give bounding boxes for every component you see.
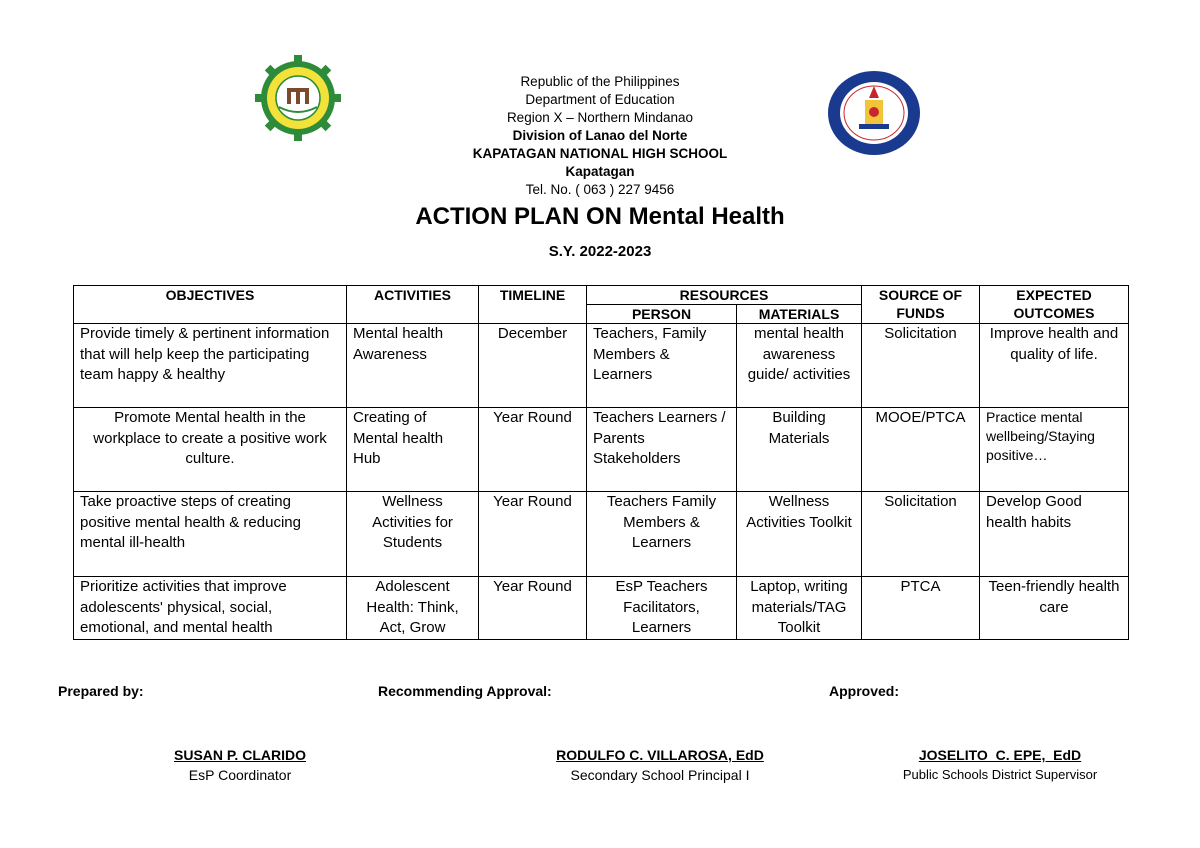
table-row: [74, 492, 1129, 577]
cell-timeline: December: [479, 324, 587, 408]
cell-activity: Mental health Awareness: [347, 324, 479, 408]
cell-person: Teachers Learners / Parents Stakeholders: [587, 408, 737, 492]
approved-name: JOSELITO C. EPE, EdD: [918, 747, 1082, 763]
cell-person: Teachers, Family Members & Learners: [587, 324, 737, 408]
cell-source: PTCA: [862, 577, 980, 640]
header-division: Division of Lanao del Norte: [512, 128, 688, 143]
school-year: S.Y. 2022-2023: [548, 243, 652, 260]
letterhead: [400, 73, 800, 199]
recommending-signatory: [500, 745, 820, 785]
recommending-approval-label: Recommending Approval:: [378, 683, 552, 699]
cell-source: Solicitation: [862, 324, 980, 408]
recommending-title: Secondary School Principal I: [570, 767, 750, 783]
header-resources: RESOURCES: [587, 286, 862, 305]
cell-objective: Provide timely & pertinent information that will help keep the participating team happy & healthy: [74, 324, 347, 408]
cell-timeline: Year Round: [479, 408, 587, 492]
prepared-by-label: Prepared by:: [58, 683, 144, 699]
cell-timeline: Year Round: [479, 577, 587, 640]
cell-objective: Take proactive steps of creating positive mental health & reducing mental ill-health: [74, 492, 347, 577]
cell-source: Solicitation: [862, 492, 980, 577]
header-school: KAPATAGAN NATIONAL HIGH SCHOOL: [472, 146, 728, 161]
prepared-signatory: [110, 745, 370, 785]
cell-activity: Adolescent Health: Think, Act, Grow: [347, 577, 479, 640]
approved-signatory: [880, 745, 1120, 785]
cell-objective: Prioritize activities that improve adolescents' physical, social, emotional, and mental health: [74, 577, 347, 640]
cell-outcome: Develop Good health habits: [980, 492, 1129, 577]
header-region: Region X – Northern Mindanao: [506, 110, 694, 125]
cell-outcome: Improve health and quality of life.: [980, 324, 1129, 408]
cell-person: EsP Teachers Facilitators, Learners: [587, 577, 737, 640]
header-activities: ACTIVITIES: [347, 286, 479, 324]
school-seal-logo: [255, 55, 341, 141]
header-timeline: TIMELINE: [479, 286, 587, 324]
table-row: [74, 577, 1129, 640]
header-department: Department of Education: [525, 92, 675, 107]
header-republic: Republic of the Philippines: [520, 74, 680, 89]
cell-materials: Laptop, writing materials/TAG Toolkit: [737, 577, 862, 640]
table-row: [74, 324, 1129, 408]
header-materials: MATERIALS: [737, 305, 862, 324]
cell-materials: Wellness Activities Toolkit: [737, 492, 862, 577]
cell-activity: Creating of Mental health Hub: [347, 408, 479, 492]
prepared-name: SUSAN P. CLARIDO: [174, 747, 306, 763]
cell-materials: Building Materials: [737, 408, 862, 492]
cell-activity: Wellness Activities for Students: [347, 492, 479, 577]
recommending-name: RODULFO C. VILLAROSA, EdD: [556, 747, 764, 763]
cell-timeline: Year Round: [479, 492, 587, 577]
header-source-of-funds: SOURCE OF FUNDS: [862, 286, 980, 324]
header-expected-outcomes: EXPECTED OUTCOMES: [980, 286, 1129, 324]
action-plan-table: [73, 285, 1129, 640]
cell-outcome: Practice mental wellbeing/Staying positive…: [980, 408, 1129, 492]
approved-title: Public Schools District Supervisor: [902, 767, 1098, 782]
header-town: Kapatagan: [565, 164, 635, 179]
cell-objective: Promote Mental health in the workplace to create a positive work culture.: [74, 408, 347, 492]
cell-materials: mental health awareness guide/ activities: [737, 324, 862, 408]
document-title: ACTION PLAN ON Mental Health: [415, 203, 785, 230]
approved-label: Approved:: [829, 683, 899, 699]
prepared-title: EsP Coordinator: [188, 767, 292, 783]
cell-source: MOOE/PTCA: [862, 408, 980, 492]
table-row: [74, 408, 1129, 492]
header-tel: Tel. No. ( 063 ) 227 9456: [525, 182, 675, 197]
cell-person: Teachers Family Members & Learners: [587, 492, 737, 577]
cell-outcome: Teen-friendly health care: [980, 577, 1129, 640]
deped-seal-logo: [825, 68, 923, 158]
header-person: PERSON: [587, 305, 737, 324]
header-objectives: OBJECTIVES: [74, 286, 347, 324]
